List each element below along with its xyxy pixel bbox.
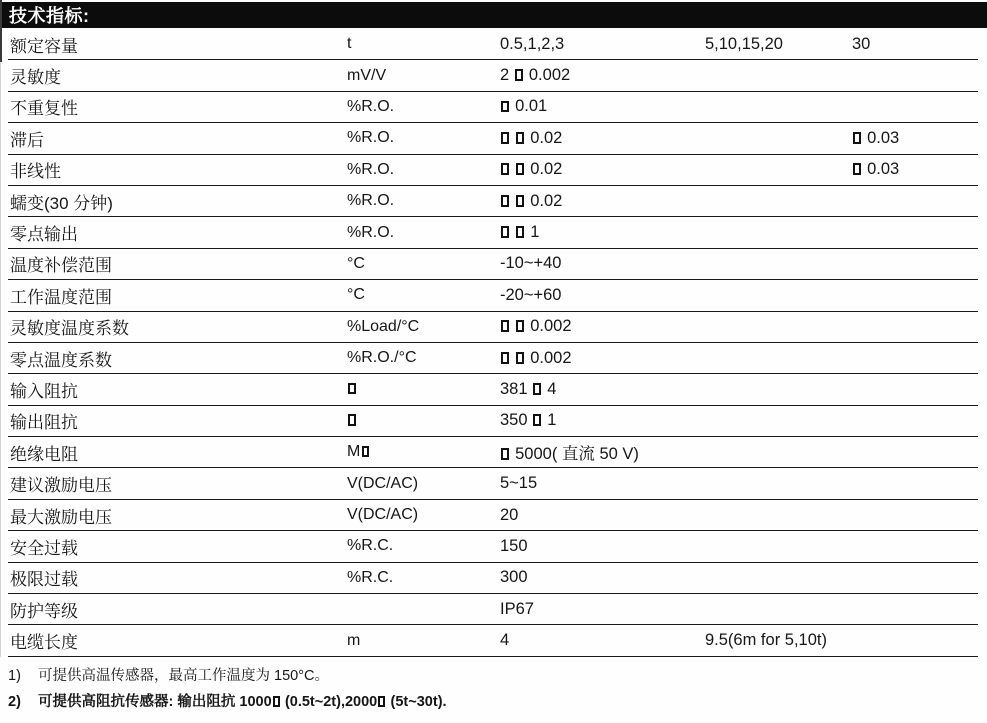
table-row xyxy=(8,563,978,594)
page-title: 技术指标: xyxy=(9,6,90,26)
table-row xyxy=(8,625,978,656)
scan-edge-line xyxy=(0,62,1,657)
missing-glyph-box xyxy=(501,163,509,175)
table-row xyxy=(8,60,978,91)
spec-unit xyxy=(347,412,500,430)
spec-label: 输入阻抗 xyxy=(10,381,78,401)
spec-value-primary: 0.5,1,2,3 xyxy=(500,34,565,53)
missing-glyph-box xyxy=(501,195,509,207)
table-row xyxy=(8,374,978,405)
missing-glyph-box xyxy=(273,696,280,706)
spec-label: 滞后 xyxy=(10,130,44,150)
spec-label: 建议激励电压 xyxy=(10,476,112,496)
spec-value-primary: 0.002 xyxy=(500,317,705,336)
spec-value-primary: 0.002 xyxy=(500,349,705,368)
spec-unit: %R.O. xyxy=(347,192,395,210)
footnote-1 xyxy=(0,666,987,692)
missing-glyph-box xyxy=(853,163,861,175)
spec-unit: V(DC/AC) xyxy=(347,474,419,492)
footnote-1-number: 1) xyxy=(8,668,21,684)
missing-glyph-box xyxy=(501,101,509,113)
spec-unit: °C xyxy=(347,254,365,272)
table-row xyxy=(8,280,978,311)
spec-value-primary: 381 4 xyxy=(500,379,557,398)
spec-value-primary: IP67 xyxy=(500,599,534,618)
missing-glyph-box xyxy=(853,132,861,144)
spec-value-primary: 5~15 xyxy=(500,474,538,493)
spec-label: 灵敏度温度系数 xyxy=(10,319,129,339)
missing-glyph-box xyxy=(516,163,524,175)
table-row xyxy=(8,217,978,248)
spec-value-primary: 1 xyxy=(500,223,705,242)
spec-value-primary: 150 xyxy=(500,536,528,555)
spec-label: 零点温度系数 xyxy=(10,350,112,370)
spec-label: 零点输出 xyxy=(10,225,78,245)
missing-glyph-box xyxy=(348,414,356,426)
table-row xyxy=(8,531,978,562)
missing-glyph-box xyxy=(533,383,541,395)
missing-glyph-box xyxy=(501,352,509,364)
spec-label: 防护等级 xyxy=(10,601,78,621)
spec-value-primary: 20 xyxy=(500,505,519,524)
spec-label: 非线性 xyxy=(10,162,61,182)
missing-glyph-box xyxy=(516,352,524,364)
spec-value-secondary: 9.5(6m for 5,10t) xyxy=(705,631,827,650)
section-header-bar xyxy=(0,2,987,28)
missing-glyph-box xyxy=(501,132,509,144)
table-row xyxy=(8,343,978,374)
spec-label: 安全过载 xyxy=(10,538,78,558)
spec-unit: V(DC/AC) xyxy=(347,506,419,524)
missing-glyph-box xyxy=(516,132,524,144)
spec-value-primary: -10~+40 xyxy=(500,254,562,273)
spec-label: 温度补偿范围 xyxy=(10,256,112,276)
spec-unit: M xyxy=(347,443,500,461)
spec-unit: mV/V xyxy=(347,66,387,84)
spec-unit xyxy=(347,380,500,398)
spec-unit: %Load/°C xyxy=(347,317,420,335)
table-row xyxy=(8,437,978,468)
spec-value-primary: -20~+60 xyxy=(500,285,562,304)
footnote-2-number: 2) xyxy=(8,694,21,710)
spec-label: 额定容量 xyxy=(10,36,78,56)
spec-label: 绝缘电阻 xyxy=(10,444,78,464)
table-row xyxy=(8,92,978,123)
spec-value-tertiary: 0.03 xyxy=(852,129,978,148)
scan-edge-artifact xyxy=(0,0,2,62)
spec-label: 最大激励电压 xyxy=(10,507,112,527)
table-row xyxy=(8,249,978,280)
missing-glyph-box xyxy=(348,383,356,395)
missing-glyph-box xyxy=(533,414,541,426)
spec-value-primary: 4 xyxy=(500,631,510,650)
spec-value-primary: 0.01 xyxy=(500,97,705,116)
missing-glyph-box xyxy=(501,448,509,460)
spec-label: 灵敏度 xyxy=(10,68,61,88)
table-row xyxy=(8,406,978,437)
table-row xyxy=(8,186,978,217)
table-row xyxy=(8,123,978,154)
footnote-2 xyxy=(0,692,987,718)
spec-value-primary: 300 xyxy=(500,568,528,587)
spec-value-primary: 2 0.002 xyxy=(500,66,571,85)
spec-value-tertiary: 0.03 xyxy=(852,160,978,179)
spec-unit: %R.C. xyxy=(347,537,394,555)
spec-table xyxy=(0,29,987,657)
missing-glyph-box xyxy=(378,696,385,706)
table-row xyxy=(8,594,978,625)
footnote-2-text: 可提供高阻抗传感器: 输出阻抗 1000 (0.5t~2t),2000 (5t~30t). xyxy=(38,694,447,710)
spec-value-primary: 5000( 直流 50 V) xyxy=(500,440,705,464)
table-row xyxy=(8,29,978,60)
spec-label: 工作温度范围 xyxy=(10,287,112,307)
spec-unit: %R.O. xyxy=(347,223,395,241)
spec-value-primary: 0.02 xyxy=(500,160,705,179)
missing-glyph-box xyxy=(501,226,509,238)
spec-unit: %R.C. xyxy=(347,568,394,586)
spec-unit: %R.O. xyxy=(347,160,395,178)
spec-unit: t xyxy=(347,35,352,53)
table-row xyxy=(8,155,978,186)
spec-unit: %R.O. xyxy=(347,97,395,115)
spec-unit: %R.O. xyxy=(347,129,395,147)
missing-glyph-box xyxy=(516,226,524,238)
missing-glyph-box xyxy=(516,195,524,207)
missing-glyph-box xyxy=(516,320,524,332)
spec-value-primary: 0.02 xyxy=(500,192,705,211)
missing-glyph-box xyxy=(362,446,370,458)
spec-label: 不重复性 xyxy=(10,99,78,119)
footnote-1-text: 可提供高温传感器，最高工作温度为 150°C。 xyxy=(38,668,329,684)
spec-label: 蠕变(30 分钟) xyxy=(10,193,113,213)
missing-glyph-box xyxy=(515,69,523,81)
spec-unit: °C xyxy=(347,286,365,304)
table-row xyxy=(8,468,978,499)
spec-value-tertiary: 30 xyxy=(852,34,871,53)
footnotes xyxy=(0,666,987,718)
spec-value-primary: 0.02 xyxy=(500,129,705,148)
spec-value-secondary: 5,10,15,20 xyxy=(705,34,783,53)
table-row xyxy=(8,500,978,531)
spec-unit: m xyxy=(347,631,361,649)
spec-label: 电缆长度 xyxy=(10,633,78,653)
spec-unit: %R.O./°C xyxy=(347,349,417,367)
spec-value-primary: 350 1 xyxy=(500,411,557,430)
spec-label: 极限过载 xyxy=(10,570,78,590)
missing-glyph-box xyxy=(501,320,509,332)
spec-label: 输出阻抗 xyxy=(10,413,78,433)
table-row xyxy=(8,312,978,343)
